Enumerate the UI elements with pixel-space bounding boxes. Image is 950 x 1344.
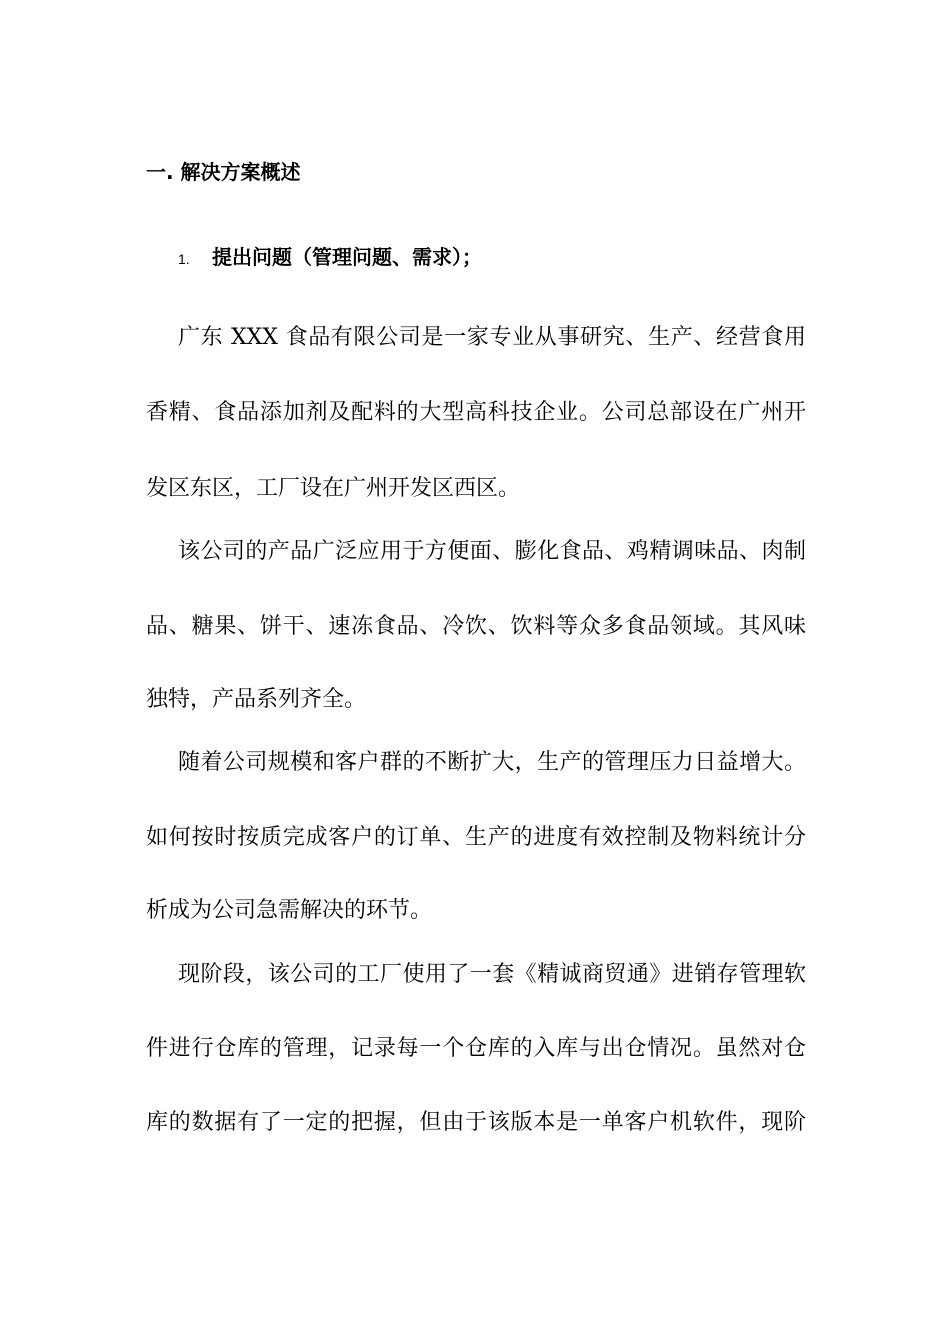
paragraph-3-line-3: 析成为公司急需解决的环节。 (146, 898, 433, 923)
subsection-title: 提出问题（管理问题、需求）； (212, 245, 482, 269)
subsection-number: 1. (178, 251, 190, 267)
paragraph-4-line-1: 现阶段，该公司的工厂使用了一套《精诚商贸通》进销存管理软 (178, 962, 806, 987)
subsection-heading (178, 242, 838, 272)
paragraph-3-line-2: 如何按时按质完成客户的订单、生产的进度有效控制及物料统计分 (146, 825, 806, 850)
section-heading: 一. 解决方案概述 (146, 160, 301, 184)
paragraph-4-line-2: 件进行仓库的管理，记录每一个仓库的入库与出仓情况。虽然对仓 (146, 1036, 806, 1061)
paragraph-2-line-1: 该公司的产品广泛应用于方便面、膨化食品、鸡精调味品、肉制 (178, 539, 806, 564)
paragraph-2-line-3: 独特，产品系列齐全。 (146, 687, 367, 712)
paragraph-1-line-2: 香精、食品添加剂及配料的大型高科技企业。公司总部设在广州开 (146, 400, 806, 425)
paragraph-2-line-2: 品、糖果、饼干、速冻食品、冷饮、饮料等众多食品领域。其风味 (146, 614, 806, 639)
paragraph-4-line-3: 库的数据有了一定的把握，但由于该版本是一单客户机软件，现阶 (146, 1110, 806, 1135)
paragraph-3-line-1: 随着公司规模和客户群的不断扩大，生产的管理压力日益增大。 (178, 750, 806, 775)
paragraph-1-line-3: 发区东区，工厂设在广州开发区西区。 (146, 476, 521, 501)
paragraph-1-line-1: 广东 XXX 食品有限公司是一家专业从事研究、生产、经营食用 (178, 325, 806, 350)
